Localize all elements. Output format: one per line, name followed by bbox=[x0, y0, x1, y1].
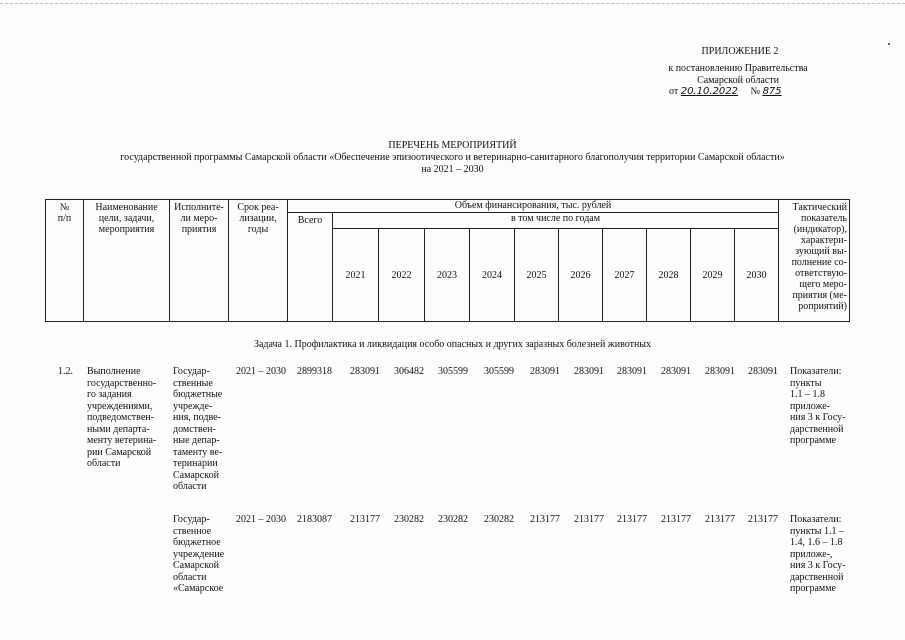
row-year-value: 213177 bbox=[661, 514, 691, 525]
year-header: 2029 bbox=[691, 229, 735, 322]
row-name-line: го задания bbox=[87, 389, 132, 400]
row-indicator-line: ния 3 к Госу- bbox=[790, 560, 846, 571]
document-title: ПЕРЕЧЕНЬ МЕРОПРИЯТИЙ bbox=[388, 140, 517, 151]
document-period: на 2021 – 2030 bbox=[421, 164, 484, 175]
annex-date-line: от 20.10.2022 № 875 bbox=[669, 86, 782, 97]
scan-speck bbox=[888, 43, 890, 45]
row-year-value: 283091 bbox=[748, 366, 778, 377]
header-line: лизации, bbox=[239, 213, 277, 224]
row-name-line: менту ветерина- bbox=[87, 435, 157, 446]
year-header: 2021 bbox=[333, 229, 379, 322]
header-line: годы bbox=[247, 224, 269, 235]
row-year-value: 283091 bbox=[617, 366, 647, 377]
row-year-value: 230282 bbox=[484, 514, 514, 525]
row-executor-line: «Самарское bbox=[173, 583, 224, 594]
handwritten-number: 875 bbox=[762, 86, 782, 97]
row-executor-line: области bbox=[173, 571, 207, 583]
header-line: приятия (ме- bbox=[792, 290, 847, 301]
row-total: 2183087 bbox=[297, 514, 332, 525]
year-header: 2026 bbox=[559, 229, 603, 322]
row-executor-line: ственные bbox=[173, 377, 213, 389]
annex-line2: Самарской области bbox=[697, 75, 779, 86]
total-header: Всего bbox=[288, 213, 333, 322]
row-executor-line: Самарской bbox=[173, 560, 219, 571]
row-indicator-line: приложе- bbox=[790, 400, 830, 412]
header-line: Исполните- bbox=[174, 202, 224, 213]
row-year-value: 230282 bbox=[394, 514, 424, 525]
col-indicator-header bbox=[779, 200, 850, 322]
task-heading: Задача 1. Профилактика и ликвидация особо опасных и других заразных болезней животных bbox=[253, 339, 652, 350]
row-executor-line: Государ- bbox=[173, 514, 210, 525]
row-year-value: 213177 bbox=[350, 514, 380, 525]
header-line: показатель bbox=[801, 213, 847, 224]
header-line: Срок реа- bbox=[237, 202, 279, 213]
header-line: (индикатор), bbox=[793, 224, 847, 235]
row-name-line: учреждениями, bbox=[87, 400, 153, 412]
row-year-value: 213177 bbox=[617, 514, 647, 525]
document-subtitle: государственной программы Самарской области «Обеспечение эпизоотического и ветеринарно-санитарного благополучия территории Самарской области» bbox=[120, 152, 785, 163]
row-executor-line: бюджетное bbox=[173, 537, 221, 548]
row-indicator-line: пункты 1.1 – bbox=[790, 525, 845, 537]
row-executor-line: ные депар- bbox=[173, 435, 220, 446]
row-year-value: 230282 bbox=[438, 514, 468, 525]
annex-title: ПРИЛОЖЕНИЕ 2 bbox=[701, 46, 779, 57]
row-name-line: государственно- bbox=[87, 377, 157, 389]
row-indicator-line: ния 3 к Госу- bbox=[790, 412, 846, 423]
header-line: щего меро- bbox=[799, 279, 847, 290]
by-year-header: в том числе по годам bbox=[333, 213, 779, 229]
row-year-value: 213177 bbox=[530, 514, 560, 525]
row-year-value: 283091 bbox=[350, 366, 380, 377]
col-name-header bbox=[84, 200, 170, 322]
row-indicator-line: приложе-, bbox=[790, 548, 833, 560]
row-name-line: подведомствен- bbox=[87, 412, 154, 423]
row-term: 2021 – 2030 bbox=[236, 366, 286, 377]
row-year-value: 283091 bbox=[705, 366, 735, 377]
year-header: 2030 bbox=[735, 229, 779, 322]
row-executor-line: ния, подве- bbox=[173, 412, 221, 423]
row-executor-line: бюджетные bbox=[173, 389, 223, 400]
scan-top-edge bbox=[0, 0, 905, 4]
year-header: 2023 bbox=[425, 229, 470, 322]
row-indicator-line: дарственной bbox=[790, 571, 844, 583]
year-header: 2028 bbox=[647, 229, 691, 322]
row-executor-line: области bbox=[173, 481, 207, 492]
row-executor-line: Самарской bbox=[173, 469, 219, 481]
row-indicator-line: Показатели: bbox=[790, 514, 842, 525]
row-year-value: 305599 bbox=[484, 366, 514, 377]
row-term: 2021 – 2030 bbox=[236, 514, 286, 525]
header-line: цели, задачи, bbox=[98, 213, 155, 224]
row-executor-line: учрежде- bbox=[173, 400, 213, 412]
row-year-value: 213177 bbox=[748, 514, 778, 525]
row-indicator-line: 1.4, 1.6 – 1.8 bbox=[790, 537, 843, 548]
header-line: п/п bbox=[57, 213, 72, 224]
handwritten-date: 20.10.2022 bbox=[680, 86, 739, 97]
row-year-value: 213177 bbox=[574, 514, 604, 525]
row-executor-line: теринарии bbox=[173, 458, 218, 469]
header-line: Тактический bbox=[792, 202, 847, 213]
row-executor-line: учреждение bbox=[173, 548, 225, 560]
row-executor-line: домствен- bbox=[173, 423, 216, 435]
header-line: характери- bbox=[801, 235, 847, 246]
row-name-line: ными департа- bbox=[87, 423, 150, 435]
year-header: 2025 bbox=[515, 229, 559, 322]
year-header: 2024 bbox=[470, 229, 515, 322]
row-name-line: области bbox=[87, 458, 121, 469]
activities-table-header bbox=[45, 199, 850, 322]
row-number: 1.2. bbox=[58, 366, 73, 377]
header-line: зующий вы- bbox=[795, 246, 847, 257]
col-number-header bbox=[46, 200, 84, 322]
year-header: 2022 bbox=[379, 229, 425, 322]
annex-line1: к постановлению Правительства bbox=[668, 63, 808, 74]
col-term-header bbox=[229, 200, 288, 322]
header-line: мероприятия bbox=[98, 224, 155, 235]
col-executor-header bbox=[170, 200, 229, 322]
header-line: ли меро- bbox=[180, 213, 218, 224]
row-total: 2899318 bbox=[297, 366, 332, 377]
row-executor-line: таменту ве- bbox=[173, 446, 223, 458]
row-executor-line: Государ- bbox=[173, 366, 210, 377]
header-line: приятия bbox=[181, 224, 217, 235]
row-year-value: 283091 bbox=[530, 366, 560, 377]
header-line: № bbox=[59, 202, 70, 213]
row-year-value: 283091 bbox=[661, 366, 691, 377]
row-indicator-line: дарственной bbox=[790, 423, 844, 435]
row-executor-line: ственное bbox=[173, 525, 212, 537]
row-year-value: 283091 bbox=[574, 366, 604, 377]
row-name-line: рии Самарской bbox=[87, 446, 152, 458]
funding-header: Объем финансирования, тыс. рублей bbox=[288, 200, 779, 213]
year-header: 2027 bbox=[603, 229, 647, 322]
row-indicator-line: 1.1 – 1.8 bbox=[790, 389, 825, 400]
header-line: роприятий) bbox=[798, 301, 847, 312]
row-indicator-line: Показатели: bbox=[790, 366, 842, 377]
row-indicator-line: пункты bbox=[790, 377, 822, 389]
row-year-value: 213177 bbox=[705, 514, 735, 525]
row-year-value: 305599 bbox=[438, 366, 468, 377]
header-line: полнение со- bbox=[791, 257, 847, 268]
row-indicator-line: программе bbox=[790, 435, 836, 446]
row-year-value: 306482 bbox=[394, 366, 424, 377]
header-line: ответствую- bbox=[795, 268, 847, 279]
row-name-line: Выполнение bbox=[87, 366, 141, 377]
row-indicator-line: программе bbox=[790, 583, 836, 594]
header-line: Наименование bbox=[95, 202, 158, 213]
